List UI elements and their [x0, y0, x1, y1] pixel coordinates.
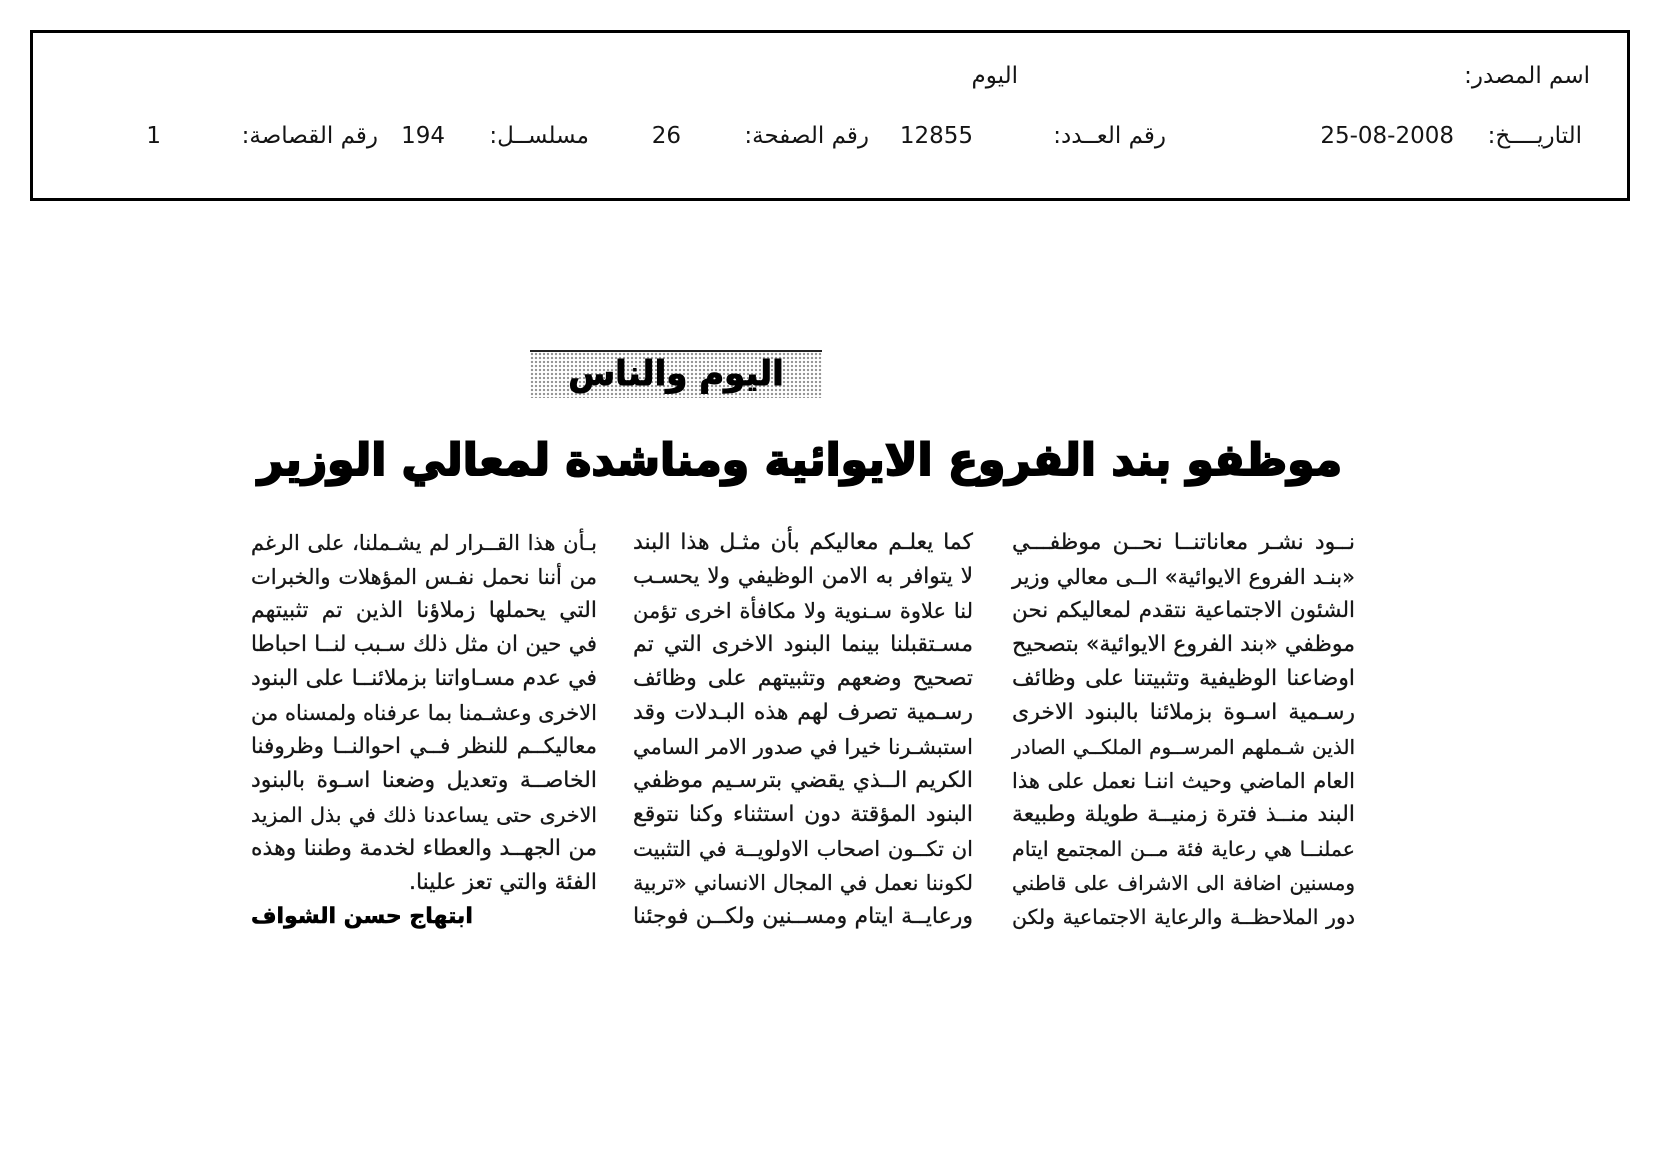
- date-label: التاريــــخ:: [1487, 123, 1582, 149]
- text-line: دور الملاحظــة والرعاية الاجتماعية ولكن: [1012, 905, 1355, 929]
- text-line: في عدم مسـاواتنا بزملائنــا على البنود: [251, 666, 597, 691]
- text-line: الاخرى وعشـمنا بما عرفناه ولمسناه من: [251, 701, 597, 725]
- text-line: نــود نشـر معاناتنــا نحــن موظفـــي: [1012, 530, 1355, 555]
- text-line: عملنــا هي رعاية فئة مــن المجتمع ايتام: [1012, 837, 1355, 861]
- text-line: التي يحملها زملاؤنا الذين تم تثبيتهم: [251, 598, 597, 623]
- text-line: البند منــذ فترة زمنيــة طويلة وطبيعة: [1012, 802, 1355, 827]
- page-number-value: 26: [651, 123, 681, 149]
- clipping-number-value: 1: [146, 123, 161, 149]
- text-line: اوضاعنا الوظيفية وتثبيتنا على وظائف: [1012, 666, 1355, 691]
- issue-number-label: رقم العــدد:: [1053, 123, 1166, 149]
- text-line: «بنـد الفروع الايوائية» الــى معالي وزير: [1012, 565, 1355, 589]
- text-line: رسـمية تصرف لهم هذه البـدلات وقد: [633, 700, 973, 725]
- text-line: العام الماضي وحيث اننـا نعمل على هذا: [1012, 769, 1355, 793]
- author-signature: ابتهاج حسن الشواف: [251, 904, 473, 929]
- article-column-middle: [633, 526, 973, 934]
- text-line: مسـتقبلنا بينما البنود الاخرى التي تم: [633, 632, 973, 657]
- text-line: لكوننا نعمل في المجال الانساني «تربية: [633, 871, 973, 895]
- article-column-left: [251, 526, 597, 934]
- text-line: الكريم الــذي يقضي بترسـيم موظفي: [633, 768, 973, 793]
- date-value: 25-08-2008: [1320, 123, 1454, 149]
- page-number-label: رقم الصفحة:: [744, 123, 869, 149]
- text-line: ومسنين اضافة الى الاشراف على قاطني: [1012, 871, 1355, 895]
- serial-value: 194: [401, 123, 445, 149]
- clipping-number-label: رقم القصاصة:: [241, 123, 378, 149]
- text-line: بـأن هذا القــرار لم يشـملنا، على الرغم: [251, 531, 597, 555]
- text-line: الخاصــة وتعديل وضعنا اسـوة بالبنود: [251, 768, 597, 793]
- text-line: من أننا نحمل نفـس المؤهلات والخبرات: [251, 565, 597, 589]
- article-column-right: [1012, 526, 1355, 934]
- text-line: الذين شـملهم المرســوم الملكــي الصادر: [1012, 735, 1355, 759]
- text-line: معاليكــم للنظر فــي احوالنــا وظروفنا: [251, 734, 597, 759]
- text-line: ان تكــون اصحاب الاولويــة في التثبيت: [633, 837, 973, 861]
- text-line: من الجهــد والعطاء لخدمة وطننا وهذه: [251, 836, 597, 861]
- text-line: رسـمية اسـوة بزملائنا بالبنود الاخرى: [1012, 700, 1355, 725]
- text-line: لنا علاوة سـنوية ولا مكافأة اخرى تؤمن: [633, 599, 973, 623]
- section-label: اليوم والناس: [530, 350, 822, 398]
- text-line: الفئة والتي تعز علينا.: [408, 870, 597, 895]
- source-label: اسم المصدر:: [1464, 63, 1590, 89]
- source-value: اليوم: [971, 63, 1018, 89]
- text-line: لا يتوافر به الامن الوظيفي ولا يحسـب: [633, 564, 973, 589]
- article-headline: موظفو بند الفروع الايوائية ومناشدة لمعالي الوزير: [257, 435, 1343, 486]
- text-line: استبشـرنا خيرا في صدور الامر السامي: [633, 735, 973, 759]
- text-line: الاخرى حتى يساعدنا ذلك في بذل المزيد: [251, 803, 597, 827]
- text-line: الشئون الاجتماعية نتقدم لمعاليكم نحن: [1012, 598, 1355, 623]
- issue-number-value: 12855: [899, 123, 973, 149]
- clipping-info-box: [30, 30, 1630, 201]
- text-line: البنود المؤقتة دون استثناء وكنا نتوقع: [633, 802, 973, 827]
- text-line: في حين ان مثل ذلك سـبب لنــا احباطا: [251, 632, 597, 657]
- text-line: ورعايــة ايتام ومســنين ولكــن فوجئنا: [633, 904, 973, 929]
- text-line: موظفي «بند الفروع الايوائية» بتصحيح: [1012, 632, 1355, 657]
- text-line: تصحيح وضعهم وتثبيتهم على وظائف: [633, 666, 973, 691]
- text-line: كما يعلـم معاليكم بأن مثـل هذا البند: [633, 530, 973, 555]
- serial-label: مسلســل:: [489, 123, 589, 149]
